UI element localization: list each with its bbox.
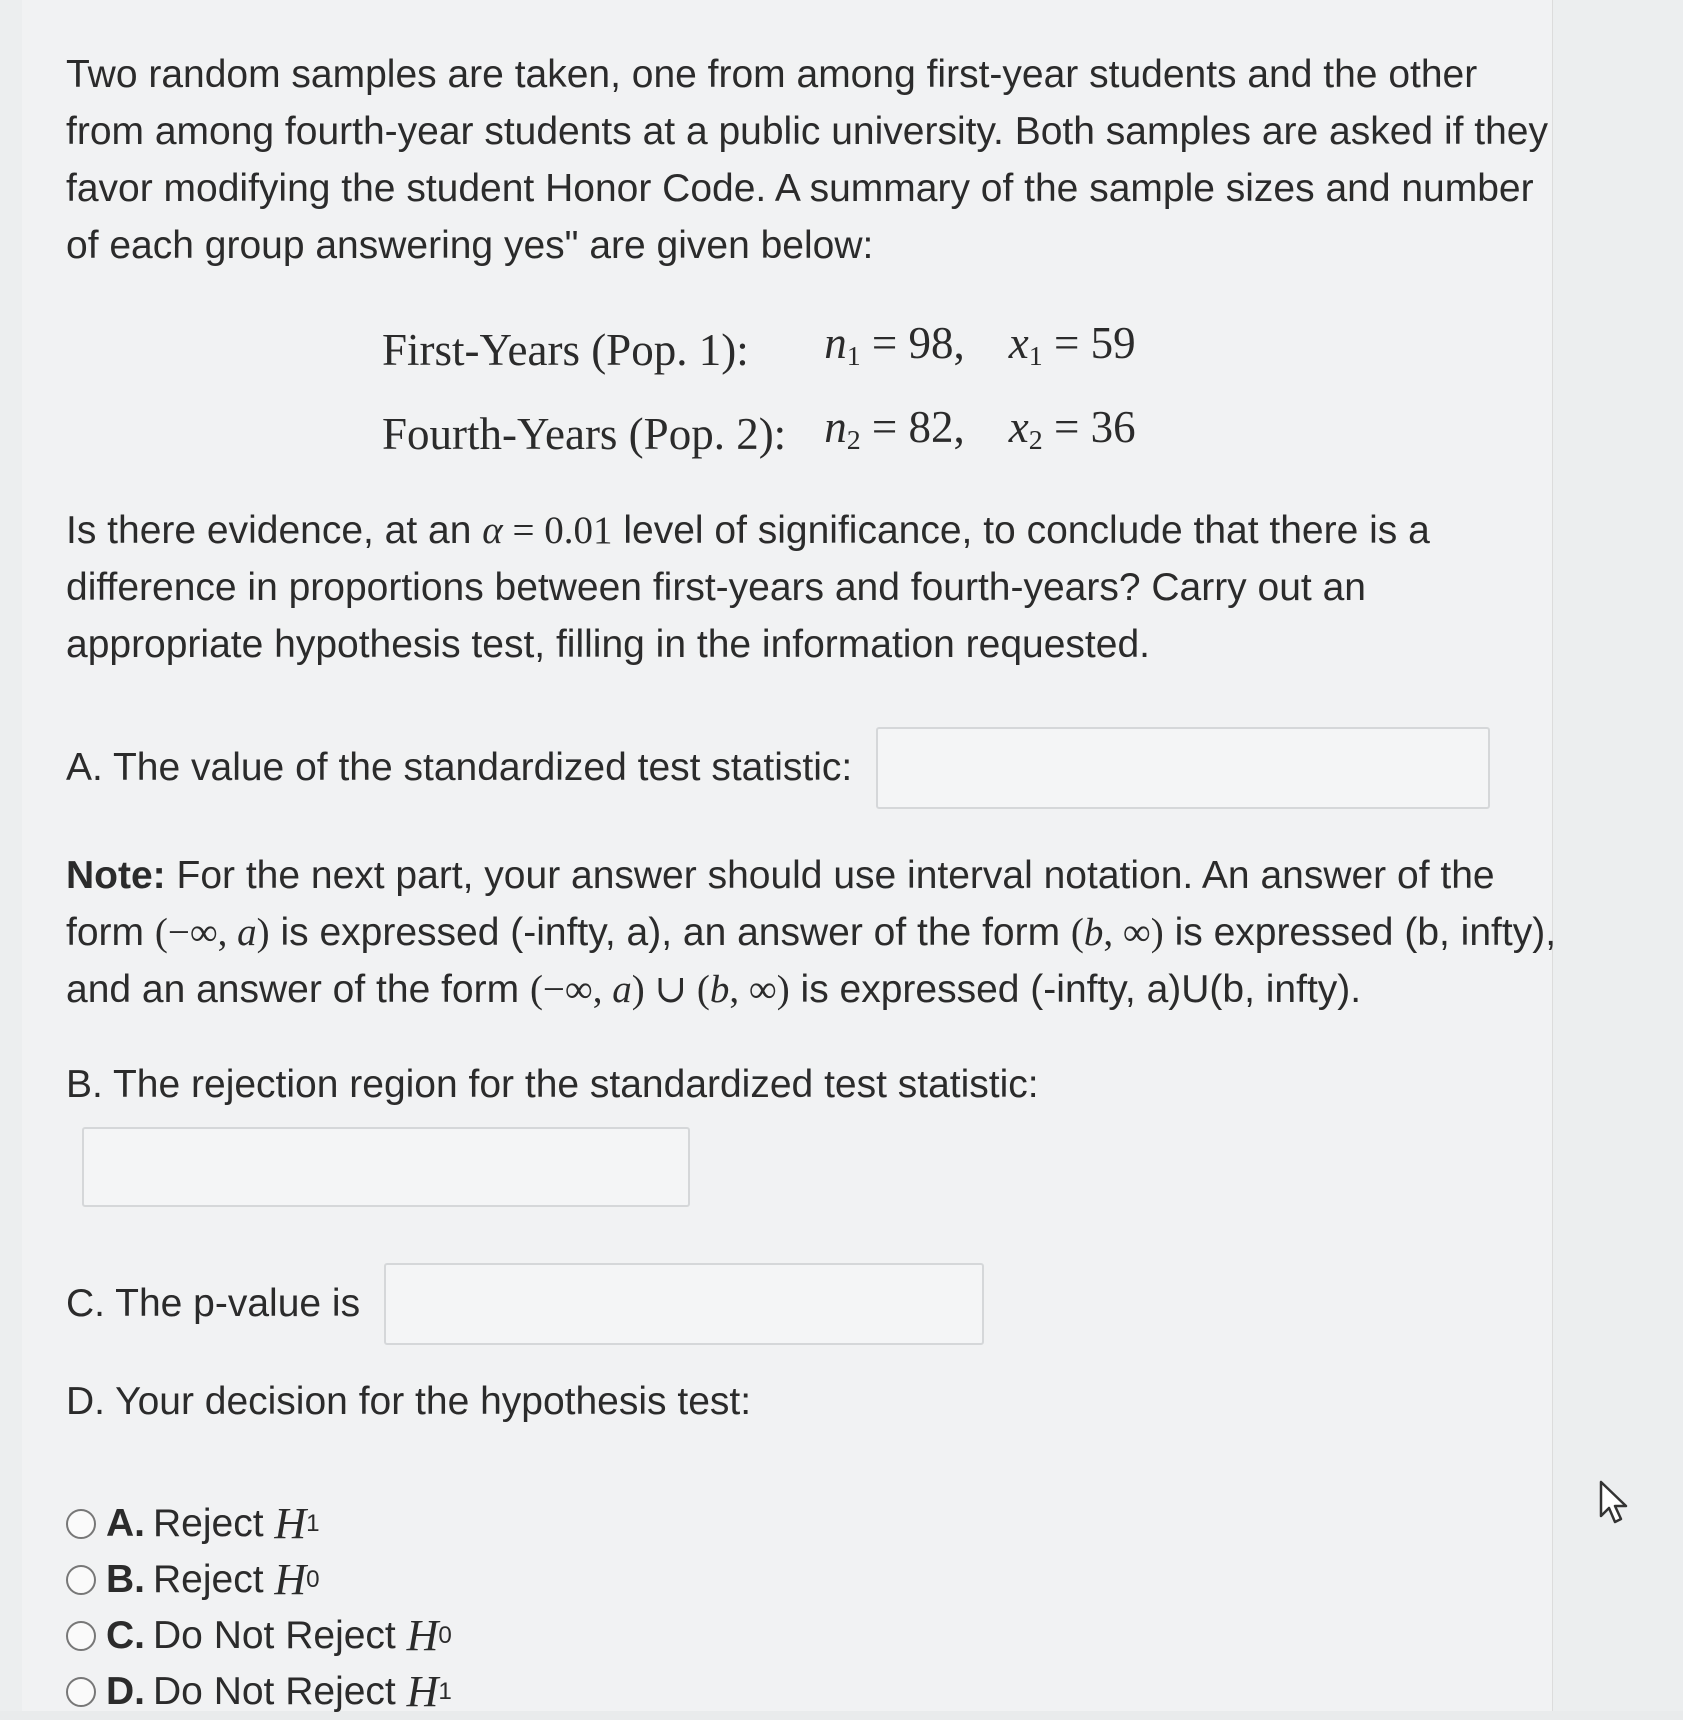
mouse-cursor-icon [1598, 1480, 1632, 1526]
part-b [66, 1056, 1566, 1223]
sample-data-table [382, 308, 1136, 476]
alpha-value: 0.01 [544, 508, 613, 552]
part-d-label: D. Your decision for the hypothesis test: [66, 1379, 752, 1423]
option-do-not-reject-h1[interactable]: D. Do Not Reject H 1 [66, 1664, 1566, 1720]
part-b-label: B. The rejection region for the standardized test statistic: [66, 1062, 1039, 1106]
radio-button[interactable] [66, 1509, 96, 1539]
option-reject-h0[interactable]: B. Reject H 0 [66, 1552, 1566, 1608]
pop2-label: Fourth-Years (Pop. 2): [382, 408, 787, 459]
problem-question: Is there evidence, at an α = 0.01 level of significance, to conclude that there is a difference in proportions between first-years and fourth-years? Carry out an appropriate hypothesis test, filling in the information requested. [66, 508, 1430, 666]
test-statistic-input[interactable] [876, 727, 1490, 809]
pop2-n: 82, [908, 401, 965, 452]
rejection-region-input[interactable] [82, 1127, 690, 1207]
part-c-label: C. The p-value is [66, 1282, 361, 1326]
p-value-input[interactable] [384, 1263, 984, 1345]
interval-note: Note: For the next part, your answer should use interval notation. An answer of the form (−∞, a) is expressed (-infty, a), an answer of the form (b, ∞) is expressed (b, infty), and an answer of the form (−∞, a) ∪ (b, ∞) is expressed (-infty, a)U(b, infty). [66, 853, 1557, 1011]
pop1-x: 59 [1090, 318, 1136, 368]
pop1-n: 98, [908, 318, 965, 368]
part-c [66, 1263, 1566, 1345]
part-a [66, 725, 1566, 811]
radio-button[interactable] [66, 1565, 96, 1595]
part-a-label: A. The value of the standardized test statistic: [66, 746, 853, 790]
radio-button[interactable] [66, 1621, 96, 1651]
option-do-not-reject-h0[interactable]: C. Do Not Reject H 0 [66, 1608, 1566, 1664]
pop2-x: 36 [1090, 401, 1136, 452]
question-content [66, 46, 1566, 1720]
pop2-row: Fourth-Years (Pop. 2): $n_2 = 82$, $x_2 = 36$ [382, 392, 1136, 476]
option-reject-h1[interactable]: A. Reject H 1 [66, 1496, 1566, 1552]
decision-options [66, 1496, 1566, 1720]
problem-intro: Two random samples are taken, one from among first-year students and the other from among fourth-year students at a public university. Both samples are asked if they favor modifying the student Honor Code. A summary of the sample sizes and number of each group answering yes" are given below: [66, 53, 1548, 267]
pop1-label: First-Years (Pop. 1): [382, 324, 749, 375]
pop1-row: First-Years (Pop. 1): $n_1 = 98$, $x_1 = 59$ [382, 308, 1136, 392]
radio-button[interactable] [66, 1677, 96, 1707]
